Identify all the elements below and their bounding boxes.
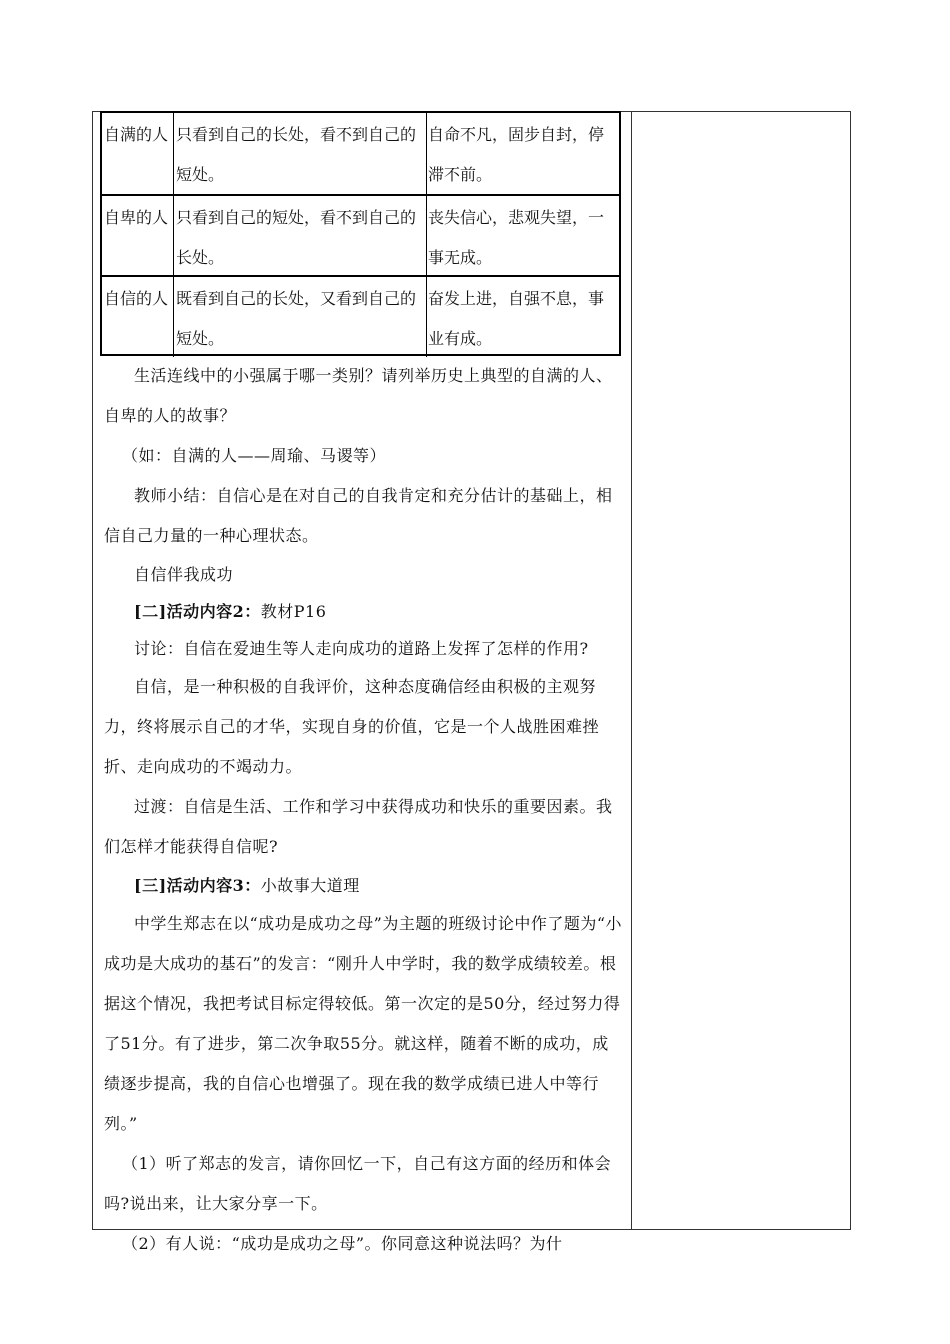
activity-2-label: [二]活动内容2： [134,602,261,621]
self-view-cell: 只看到自己的长处，看不到自己的短处。 [174,113,427,194]
table-row [102,194,619,277]
result-cell: 自命不凡，固步自封，停滞不前。 [428,125,605,184]
activity-3-text: 小故事大道理 [260,876,360,895]
self-view-cell: 只看到自己的短处，看不到自己的长处。 [174,196,427,277]
lesson-content [104,356,624,1264]
question-1: （1）听了郑志的发言，请你回忆一下，自己有这方面的经历和体会吗?说出来，让大家分享一下。 [104,1154,612,1213]
result-cell: 奋发上进，自强不息，事业有成。 [428,289,605,348]
example-paragraph: （如：自满的人——周瑜、马谡等） [122,446,387,465]
self-view-cell: 既看到自己的长处，又看到自己的短处。 [174,277,427,357]
section-heading: 自信伴我成功 [134,565,234,584]
person-type-cell: 自满的人 [102,113,174,194]
table-row [102,275,619,357]
comparison-table [100,111,621,356]
story-paragraph: 中学生郑志在以“成功是成功之母”为主题的班级讨论中作了题为“小成功是大成功的基石”的发言：“刚升人中学时，我的数学成绩较差。根据这个情况，我把考试目标定得较低。第一次定的是50分，经过努力得了51分。有了进步，第二次争取55分。就这样，随着不断的成功，成绩逐步提高，我的自信心也增强了。现在我的数学成绩已进人中等行列。” [104,914,623,1133]
activity-3-line [104,867,624,904]
confidence-paragraph: 自信，是一种积极的自我评价，这种态度确信经由积极的主观努力，终将展示自己的才华，实现自身的价值，它是一个人战胜困难挫折、走向成功的不竭动力。 [104,677,600,776]
table-row [102,113,619,194]
teacher-summary: 教师小结：自信心是在对自己的自我肯定和充分估计的基础上，相信自己力量的一种心理状态。 [104,486,613,545]
person-type-cell: 自信的人 [102,277,174,357]
activity-2-text: 教材P16 [260,602,327,621]
discussion-paragraph: 讨论：自信在爱迪生等人走向成功的道路上发挥了怎样的作用? [134,639,589,658]
activity-2-line [104,593,624,630]
activity-3-label: [三]活动内容3： [134,876,261,895]
question-2: （2）有人说：“成功是成功之母”。你同意这种说法吗？为什 [122,1234,563,1253]
transition-paragraph: 过渡：自信是生活、工作和学习中获得成功和快乐的重要因素。我们怎样才能获得自信呢? [104,797,613,856]
person-type-cell: 自卑的人 [102,196,174,277]
question-paragraph: 生活连线中的小强属于哪一类别？请列举历史上典型的自满的人、自卑的人的故事？ [104,366,613,425]
result-cell: 丧失信心，悲观失望，一事无成。 [428,208,605,267]
column-divider [631,112,632,1229]
